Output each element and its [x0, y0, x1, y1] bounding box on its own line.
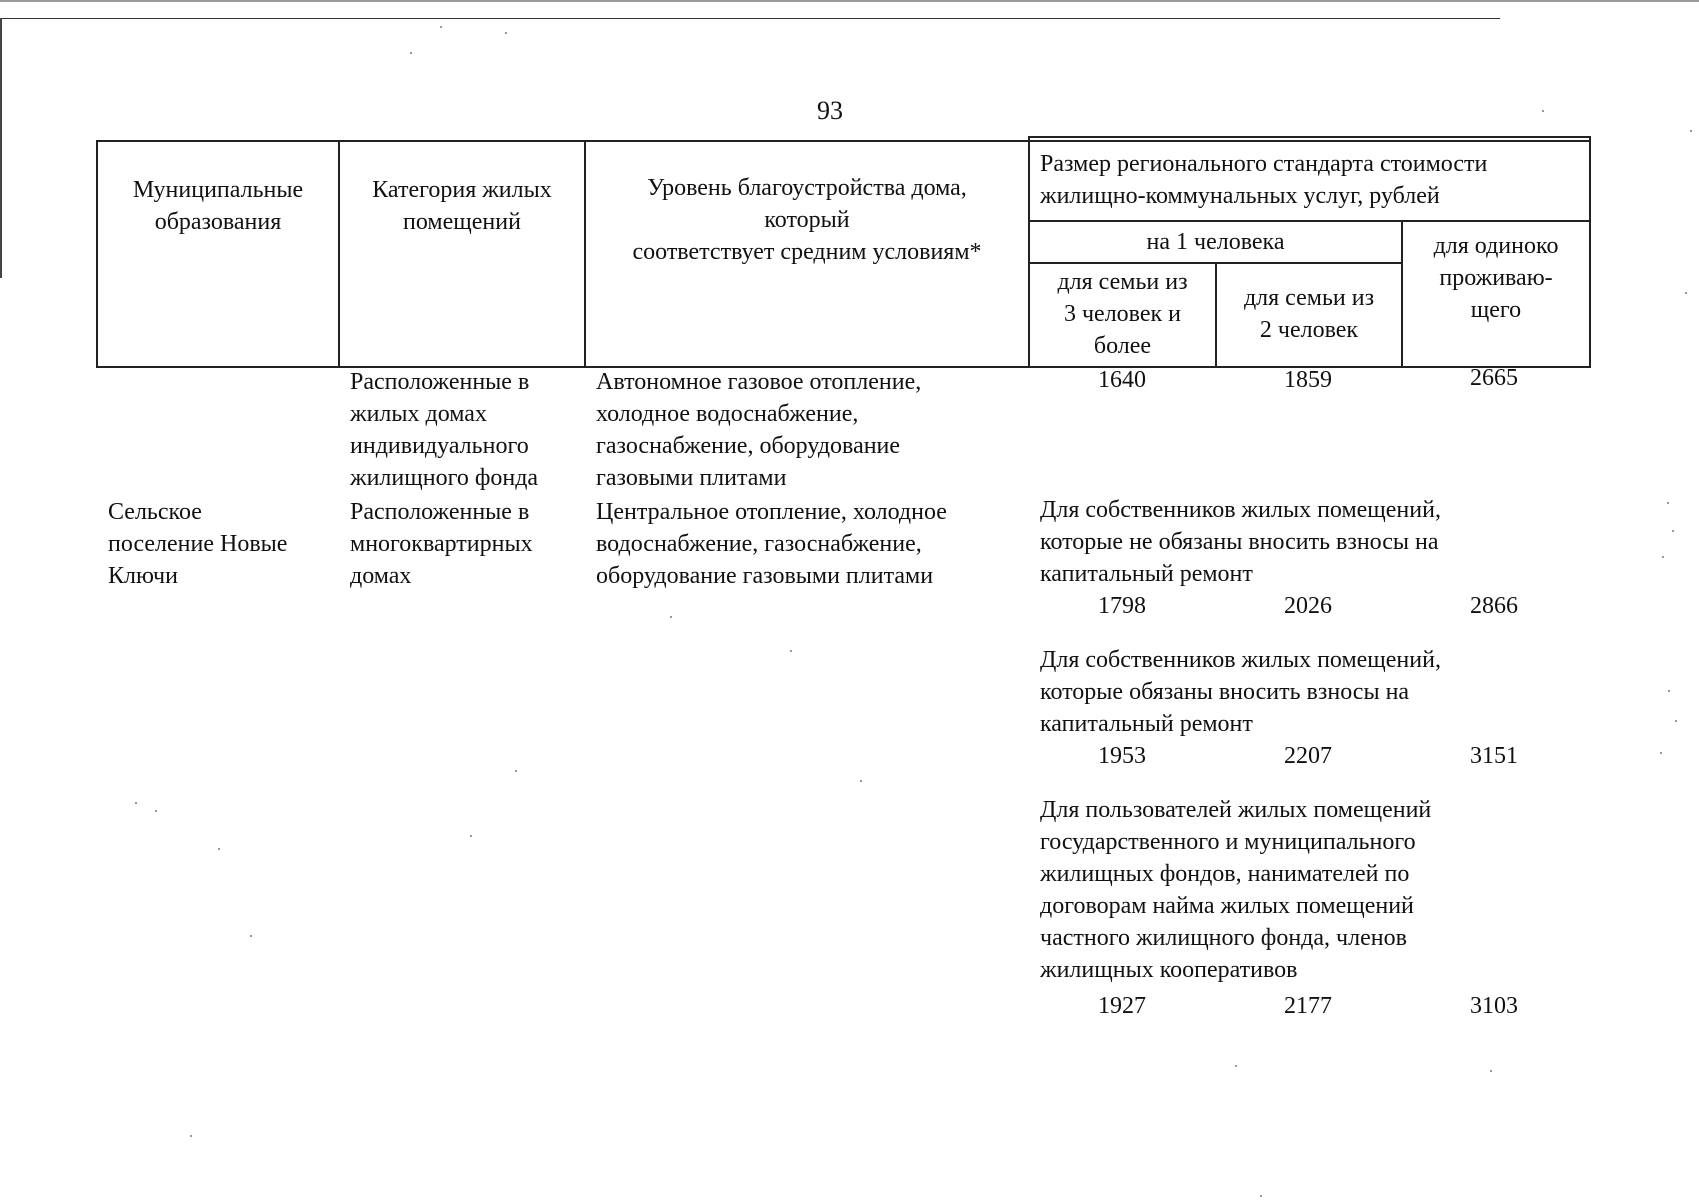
page-number: 93 [817, 96, 843, 125]
group1-value-single: 2866 [1470, 593, 1518, 619]
row2-category: Расположенные в многоквартирных домах [350, 499, 533, 589]
row1-value-family3: 1640 [1098, 367, 1146, 393]
header-per-person: на 1 человека [1146, 229, 1285, 255]
scan-edge-top [0, 0, 1699, 2]
group2-value-family2: 2207 [1284, 743, 1332, 769]
row1-category: Расположенные в жилых домах индивидуального жилищного фонда [350, 369, 539, 491]
row1-value-single: 2665 [1470, 365, 1518, 391]
scan-edge-line [0, 18, 1500, 19]
group2-value-single: 3151 [1470, 743, 1518, 769]
row1-level: Автономное газовое отопление, холодное водоснабжение, газоснабжение, оборудование газовыми плитами [596, 369, 922, 491]
group3-value-family3: 1927 [1098, 993, 1146, 1019]
header-family3: для семьи из 3 человек и более [1057, 269, 1188, 359]
header-standard-size: Размер регионального стандарта стоимости жилищно-коммунальных услуг, рублей [1040, 151, 1488, 209]
group1-value-family3: 1798 [1098, 593, 1146, 619]
scan-edge-left [0, 18, 2, 278]
header-municipality: Муниципальные образования [132, 177, 304, 235]
municipality-name: Сельское поселение Новые Ключи [108, 499, 288, 589]
header-level: Уровень благоустройства дома, который соответствует средним условиям* [632, 175, 982, 265]
group1-value-family2: 2026 [1284, 593, 1332, 619]
header-category: Категория жилых помещений [372, 177, 552, 235]
group2-label: Для собственников жилых помещений, которые обязаны вносить взносы на капитальный ремонт [1040, 647, 1441, 737]
group1-label: Для собственников жилых помещений, которые не обязаны вносить взносы на капитальный ремонт [1040, 497, 1441, 587]
group2-value-family3: 1953 [1098, 743, 1146, 769]
header-single: для одиноко проживаю- щего [1433, 233, 1559, 323]
row2-level: Центральное отопление, холодное водоснабжение, газоснабжение, оборудование газовыми плитами [596, 499, 947, 589]
group3-value-single: 3103 [1470, 993, 1518, 1019]
group3-label: Для пользователей жилых помещений государственного и муниципального жилищных фондов, нанимателей по договорам найма жилых помещений частного жилищного фонда, членов жилищных кооперативов [1040, 797, 1432, 983]
group3-value-family2: 2177 [1284, 993, 1332, 1019]
row1-value-family2: 1859 [1284, 367, 1332, 393]
header-family2: для семьи из 2 человек [1243, 285, 1375, 343]
